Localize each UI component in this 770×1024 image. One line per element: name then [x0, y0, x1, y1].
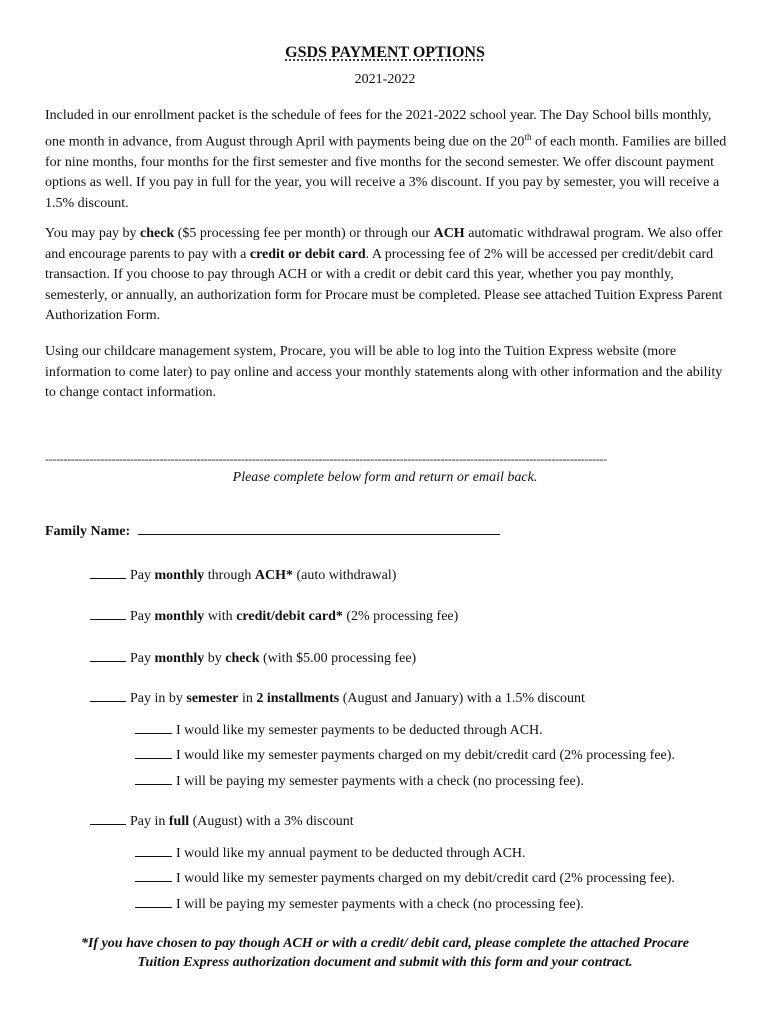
option-semester: Pay in by semester in 2 installments (August and January) with a 1.5% discount: [90, 689, 585, 707]
family-name-label: Family Name:: [45, 524, 131, 539]
option-semester-blank[interactable]: [90, 689, 126, 702]
page-title: GSDS PAYMENT OPTIONS: [285, 44, 485, 61]
option-full-blank[interactable]: [90, 812, 126, 825]
semester-sub-option-card: I would like my semester payments charged on my debit/credit card (2% processing fee).: [135, 746, 675, 764]
full-sub-option-card-blank[interactable]: [135, 869, 172, 882]
option-monthly-card-blank[interactable]: [90, 607, 126, 620]
full-sub-option-card: I would like my semester payments charged on my debit/credit card (2% processing fee).: [135, 869, 675, 887]
intro-paragraph-fees: Included in our enrollment packet is the schedule of fees for the 2021-2022 school year. The Day School bills monthly, one month in advance, from August through April with payments being due on the 20th of each month. Families are billed for nine months, four months for the first semester and five months for the second semester. We offer discount payment options as well. If you pay in full for the year, you will receive a 3% discount. If you pay by semester, you will receive a 1.5% discount.: [45, 108, 727, 211]
semester-sub-option-ach: I would like my semester payments to be deducted through ACH.: [135, 721, 543, 739]
semester-sub-option-card-blank[interactable]: [135, 746, 172, 759]
option-monthly-check: Pay monthly by check (with $5.00 processing fee): [90, 649, 416, 667]
option-monthly-card: Pay monthly with credit/debit card* (2% processing fee): [90, 607, 458, 625]
semester-sub-option-ach-blank[interactable]: [135, 721, 172, 734]
cut-line-divider: --------------------------------------------------------------------------------------------------------------------------------------------------------: [45, 452, 607, 466]
full-sub-option-check-blank[interactable]: [135, 895, 172, 908]
footer-note: [0, 934, 770, 972]
full-sub-option-ach-blank[interactable]: [135, 844, 172, 857]
family-name-row: [45, 522, 500, 540]
option-monthly-check-blank[interactable]: [90, 649, 126, 662]
full-sub-option-ach: I would like my annual payment to be deducted through ACH.: [135, 844, 526, 862]
family-name-field[interactable]: [138, 522, 500, 535]
full-sub-option-check: I will be paying my semester payments with a check (no processing fee).: [135, 895, 584, 913]
intro-paragraph-methods: You may pay by check ($5 processing fee per month) or through our ACH automatic withdrawal program. We also offer and encourage parents to pay with a credit or debit card. A processing fee of 2% will be accessed per credit/debit card transaction. If you choose to pay through ACH or with a credit or debit card this year, whether you pay monthly, semesterly, or annually, an authorization form for Procare must be completed. Please see attached Tuition Express Parent Authorization Form.: [45, 226, 723, 323]
option-monthly-ach-blank[interactable]: [90, 566, 126, 579]
semester-sub-option-check: I will be paying my semester payments with a check (no processing fee).: [135, 772, 584, 790]
school-year: 2021-2022: [354, 72, 416, 87]
footer-note-line-1: *If you have chosen to pay though ACH or with a credit/ debit card, please complete the attached Procare: [80, 936, 690, 951]
semester-sub-option-check-blank[interactable]: [135, 772, 172, 785]
intro-paragraph-procare: Using our childcare management system, Procare, you will be able to log into the Tuition Express website (more information to come later) to pay online and access your monthly statements along with other information and the ability to change contact information.: [45, 344, 723, 400]
option-monthly-ach: Pay monthly through ACH* (auto withdrawal): [90, 566, 396, 584]
footer-note-line-2: Tuition Express authorization document and submit with this form and your contract.: [137, 955, 633, 970]
option-full: Pay in full (August) with a 3% discount: [90, 812, 354, 830]
form-instruction: Please complete below form and return or email back.: [232, 470, 538, 485]
